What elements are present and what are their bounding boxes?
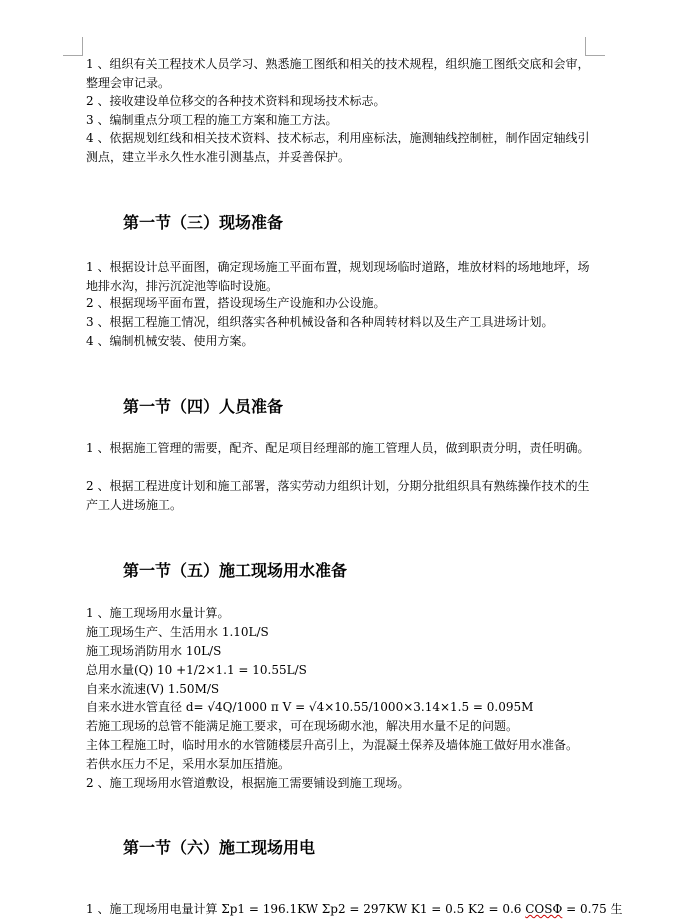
paragraph-3-2: 2 、根据现场平面布置，搭设现场生产设施和办公设施。 [86,296,386,310]
water-line-7: 若施工现场的总管不能满足施工要求，可在现场砌水池，解决用水量不足的问题。 [86,719,519,733]
water-line-5: 自来水流速(V) 1.50M/S [86,682,220,696]
section-heading-3: 第一节（三）现场准备 [123,213,284,232]
water-line-8: 主体工程施工时，临时用水的水管随楼层升高引上，为混凝土保养及墙体施工做好用水准备。 [86,738,579,752]
water-line-4: 总用水量(Q) 10 +1/2×1.1 = 10.55L/S [86,663,307,677]
crop-mark-right-vertical [585,37,586,56]
section-heading-4: 第一节（四）人员准备 [123,397,284,416]
paragraph-2-4: 4 、依据规划红线和相关技术资料、技术标志，利用座标法，施测轴线控制桩，制作固定轴线引测点，建立半永久性水准引测基点，并妥善保护。 [86,131,590,164]
paragraph-2-3: 3 、编制重点分项工程的施工方案和施工方法。 [86,113,338,127]
water-line-9: 若供水压力不足，采用水泵加压措施。 [86,757,291,771]
paragraph-3-3: 3 、根据工程施工情况，组织落实各种机械设备和各种周转材料以及生产工具进场计划。 [86,315,554,329]
water-line-3: 施工现场消防用水 10L/S [86,644,222,658]
paragraph-4-2: 2 、根据工程进度计划和施工部署，落实劳动力组织计划，分期分批组织具有熟练操作技术的生产工人进场施工。 [86,479,590,512]
water-line-10: 2 、施工现场用水管道敷设，根据施工需要铺设到施工现场。 [86,776,410,790]
power-line-1-main: 1 、施工现场用电量计算 Σp1 = 196.1KW Σp2 = 297KW K1 = 0.5 K2 = 0.6 [86,902,526,916]
paragraph-2-2: 2 、接收建设单位移交的各种技术资料和现场技术标志。 [86,94,386,108]
water-line-2: 施工现场生产、生活用水 1.10L/S [86,625,269,639]
water-line-1: 1 、施工现场用水量计算。 [86,606,230,620]
crop-mark-left-horizontal [63,55,83,56]
water-line-6: 自来水进水管直径 d= √4Q/1000 π V = √4×10.55/1000×3.14×1.5 = 0.095M [86,700,534,714]
power-line-1 [86,900,623,919]
section-heading-6: 第一节（六）施工现场用电 [123,838,316,857]
paragraph-3-4: 4 、编制机械安装、使用方案。 [86,334,254,348]
crop-mark-left-vertical [82,37,83,56]
power-line-1-tail: = 0.75 生 [562,902,623,916]
section-heading-5: 第一节（五）施工现场用水准备 [123,561,348,580]
paragraph-3-1: 1 、根据设计总平面图，确定现场施工平面布置，规划现场临时道路，堆放材料的场地地坪，场地排水沟，排污沉淀池等临时设施。 [86,260,590,293]
power-line-1-cos: COSΦ [525,902,563,916]
paragraph-2-1: 1 、组织有关工程技术人员学习、熟悉施工图纸和相关的技术规程，组织施工图纸交底和会审，整理会审记录。 [86,57,590,90]
paragraph-4-1: 1 、根据施工管理的需要，配齐、配足项目经理部的施工管理人员，做到职责分明，责任明确。 [86,441,590,455]
